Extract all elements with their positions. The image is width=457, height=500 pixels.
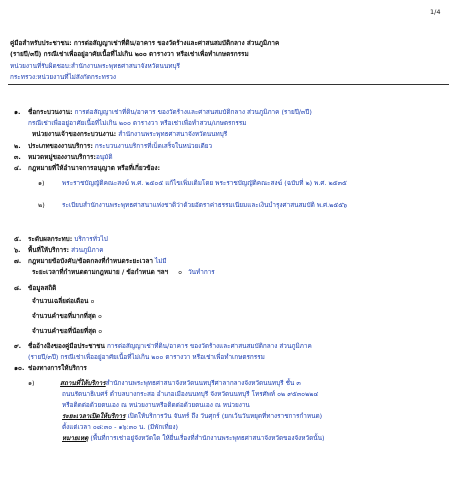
item-value: การต่อสัญญาเช่าที่ดิน/อาคาร ของวัดร้างและศาสนสมบัติกลาง ส่วนภูมิภาค <box>106 342 312 350</box>
item-label: ข้อมูลสถิติ <box>28 284 57 292</box>
item-1-process-name-cont: กรณีเช่าเพื่ออยู่อาศัยเนื้อที่ไม่เกิน ๒๐๐ ตารางวา หรือเช่าเพื่อทำสวน/เกษตรกรรม <box>28 119 247 127</box>
stat-min <box>32 327 102 335</box>
channel-number: ๑) <box>28 379 35 387</box>
item-label: ระยะเวลาที่กำหนดตามกฎหมาย / ข้อกำหนด ฯลฯ <box>32 268 169 276</box>
hours-label: ระยะเวลาเปิดให้บริการ <box>62 412 126 420</box>
stat-value: ๐ <box>90 297 95 305</box>
law-2 <box>38 201 347 209</box>
item-label: ช่องทางการให้บริการ <box>28 364 87 372</box>
item-label: หมวดหมู่ของงานบริการ: <box>28 153 96 161</box>
page-number: 1/4 <box>430 8 441 16</box>
law-text: ระเบียบสำนักงานพระพุทธศาสนาแห่งชาติว่าด้วยอัตราค่าธรรมเนียมและเงินบำรุงศาสนสมบัติ พ.ศ.๒๕๕๖ <box>62 201 348 209</box>
item-number: ๘. <box>14 284 22 292</box>
item-number: ๗. <box>14 257 22 265</box>
item-9-reference-name-cont: (รายปี/๓ปี) กรณีเช่าเพื่ออยู่อาศัยเนื้อที่ไม่เกิน ๒๐๐ ตารางวา หรือเช่าเพื่อทำเกษตรกรรม <box>28 353 265 361</box>
item-1-process-name <box>14 108 312 116</box>
item-9-reference-name <box>14 342 312 350</box>
item-value: อนุมัติ <box>95 153 113 161</box>
item-4-laws <box>14 164 160 172</box>
law-number: ๑) <box>38 179 45 187</box>
duration-value: ๐ <box>178 268 183 276</box>
item-value: สำนักงานพระพุทธศาสนาจังหวัดนนทบุรี <box>118 130 228 138</box>
item-7-regulation <box>14 257 167 265</box>
item-value: บริการทั่วไป <box>74 235 108 243</box>
hours-value: เปิดให้บริการวัน จันทร์ ถึง วันศุกร์ (ยกเว้นวันหยุดที่ทางราชการกำหนด) <box>127 412 323 420</box>
stat-value: ๐ <box>97 312 102 320</box>
item-label: ระดับผลกระทบ: <box>28 235 73 243</box>
stat-label: จำนวนคำขอที่มากที่สุด <box>32 312 96 320</box>
item-10-service-channels <box>14 364 87 372</box>
ministry: กระทรวง:หน่วยงานที่ไม่สังกัดกระทรวง <box>10 73 117 81</box>
law-number: ๒) <box>38 201 45 209</box>
channel-1-address: ถนนรัตนาธิเบศร์ ตำบลบางกระสอ อำเภอเมืองนนทบุรี จังหวัดนนทบุรี โทรศัพท์ ๐๒ ๙๕๓๐๒๒๔ <box>62 390 319 398</box>
item-label: กฎหมายข้อบังคับ/ข้อตกลงที่กำหนดระยะเวลา <box>28 257 153 265</box>
item-6-service-area <box>14 246 103 254</box>
item-3-category <box>14 153 113 161</box>
channel-value: สำนักงานพระพุทธศาสนาจังหวัดนนทบุรีศาลากลางจังหวัดนนทบุรี ชั้น ๓ <box>105 379 301 387</box>
item-label: ประเภทของงานบริการ: <box>28 142 93 150</box>
channel-1-note <box>62 434 324 442</box>
channel-1-location <box>28 379 301 387</box>
note-value: (พื้นที่การเช่าอยู่จังหวัดใด ให้ยื่นเรื่องที่สำนักงานพระพุทธศาสนาจังหวัดของจังหวัดนั้น) <box>90 434 325 442</box>
item-8-statistics <box>14 284 56 292</box>
item-number: ๙. <box>14 342 22 350</box>
law-text: พระราชบัญญัติคณะสงฆ์ พ.ศ. ๒๕๐๕ แก้ไขเพิ่มเติมโดย พระราชบัญญัติคณะสงฆ์ (ฉบับที่ ๒) พ.ศ. ๒๕๓๕ <box>62 179 347 187</box>
item-label: หน่วยงานเจ้าของกระบวนงาน: <box>32 130 117 138</box>
channel-1-hours-time: ตั้งแต่เวลา ๐๘:๓๐ - ๑๖:๓๐ น. (มีพักเที่ยง) <box>62 423 179 431</box>
item-number: ๑๐. <box>14 364 25 372</box>
stat-label: จำนวนคำขอที่น้อยที่สุด <box>32 327 97 335</box>
stat-max <box>32 312 102 320</box>
item-number: ๔. <box>14 164 22 172</box>
item-value: ไม่มี <box>155 257 167 265</box>
item-7-legal-duration <box>32 268 215 276</box>
item-label: กฎหมายที่ให้อำนาจการอนุญาต หรือที่เกี่ยวข้อง: <box>28 164 161 172</box>
stat-value: ๐ <box>98 327 103 335</box>
item-2-service-type <box>14 142 212 150</box>
item-5-impact-level <box>14 235 108 243</box>
channel-1-hours <box>62 412 322 420</box>
item-label: พื้นที่ให้บริการ: <box>28 246 70 254</box>
channel-1-contact: หรือติดต่อด้วยตนเอง ณ หน่วยงานหรือติดต่อด้วยตนเอง ณ หน่วยงาน <box>62 401 250 409</box>
item-1-owner <box>32 130 227 138</box>
duration-unit: วันทำการ <box>188 268 215 276</box>
item-number: ๖. <box>14 246 21 254</box>
item-label: ชื่ออ้างอิงของคู่มือประชาชน <box>28 342 105 350</box>
item-number: ๑. <box>14 108 21 116</box>
manual-title-line1: คู่มือสำหรับประชาชน: การต่อสัญญาเช่าที่ดิน/อาคาร ของวัดร้างและศาสนสมบัติกลาง ส่วนภูมิภาค <box>10 39 280 47</box>
item-label: ชื่อกระบวนงาน: <box>28 108 73 116</box>
item-number: ๕. <box>14 235 22 243</box>
item-number: ๓. <box>14 153 21 161</box>
item-number: ๒. <box>14 142 21 150</box>
law-1 <box>38 179 347 187</box>
manual-title-line2: (รายปี/๓ปี) กรณีเช่าเพื่ออยู่อาศัยเนื้อที่ไม่เกิน ๒๐๐ ตารางวา หรือเช่าเพื่อทำเกษตรกรรม <box>10 50 249 58</box>
note-label: หมายเหตุ <box>62 434 89 442</box>
header-divider <box>8 84 449 85</box>
stat-label: จำนวนเฉลี่ยต่อเดือน <box>32 297 89 305</box>
item-value: ส่วนภูมิภาค <box>71 246 104 254</box>
channel-label: สถานที่ให้บริการ <box>60 379 106 387</box>
responsible-agency: หน่วยงานที่รับผิดชอบ:สำนักงานพระพุทธศาสนาจังหวัดนนทบุรี <box>10 62 180 70</box>
item-value: กระบวนงานบริการที่เบ็ดเสร็จในหน่วยเดียว <box>94 142 213 150</box>
stat-average <box>32 297 94 305</box>
item-value: การต่อสัญญาเช่าที่ดิน/อาคาร ของวัดร้างและศาสนสมบัติกลาง ส่วนภูมิภาค (รายปี/๓ปี) <box>74 108 312 116</box>
